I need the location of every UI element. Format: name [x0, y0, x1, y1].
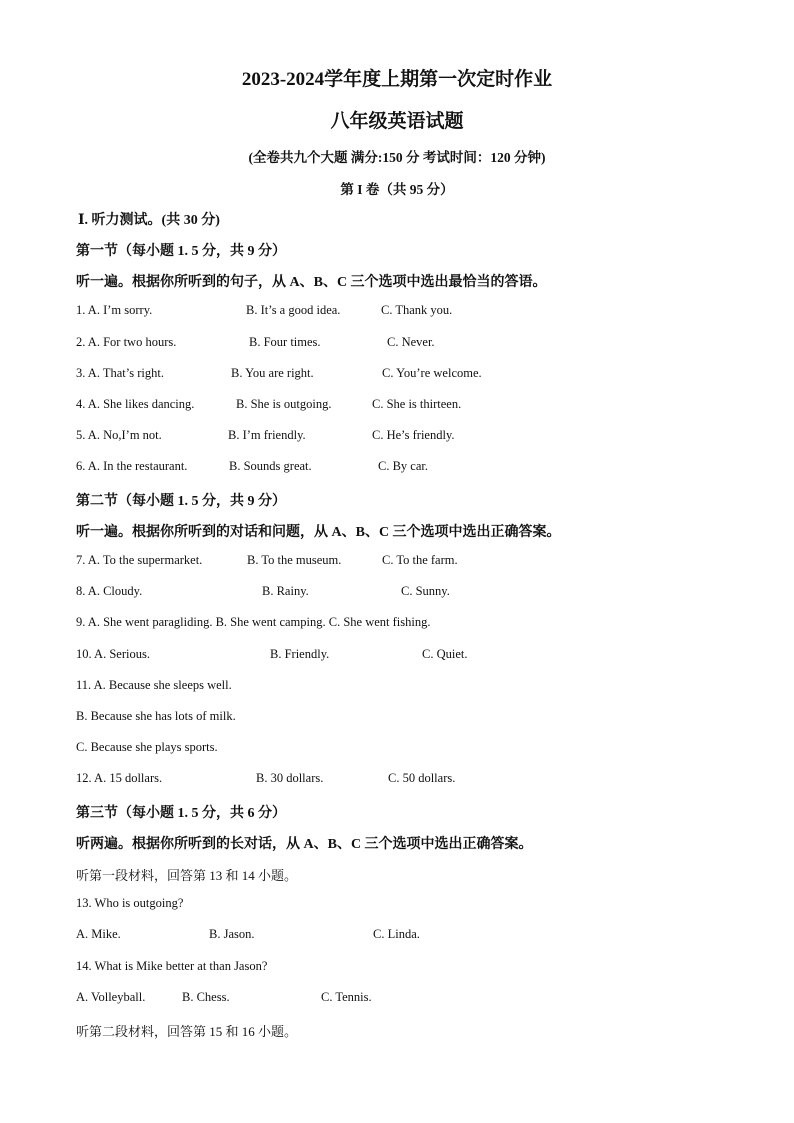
option-c: C. 50 dollars.: [388, 771, 456, 785]
part1-instruction: 听一遍。根据你所听到的句子，从 A、B、C 三个选项中选出最恰当的答语。: [76, 275, 547, 290]
question-11-a: 11. A. Because she sleeps well.: [76, 678, 232, 692]
option-c: C. He’s friendly.: [372, 428, 455, 442]
section1-heading: Ⅰ. 听力测试。(共 30 分): [78, 213, 220, 228]
question-14: 14. What is Mike better at than Jason?: [76, 959, 268, 973]
option-b: B. She is outgoing.: [236, 397, 332, 411]
option-a: 4. A. She likes dancing.: [76, 397, 195, 411]
option-a: 1. A. I’m sorry.: [76, 303, 153, 317]
volume-heading: 第 I 卷（共 95 分）: [340, 182, 454, 197]
question-9: 9. A. She went paragliding. B. She went camping. C. She went fishing.: [76, 615, 431, 629]
option-b: B. Rainy.: [262, 584, 309, 598]
exam-subtitle: 八年级英语试题: [330, 111, 464, 132]
option-b: B. To the museum.: [247, 553, 342, 567]
option-a: A. Mike.: [76, 927, 121, 941]
option-c: C. She is thirteen.: [372, 397, 462, 411]
option-a: 5. A. No,I’m not.: [76, 428, 162, 442]
part1-heading: 第一节（每小题 1. 5 分，共 9 分）: [76, 244, 286, 259]
option-b: B. Friendly.: [270, 647, 330, 661]
option-b: B. Sounds great.: [229, 459, 312, 473]
option-a: 3. A. That’s right.: [76, 366, 164, 380]
option-c: C. You’re welcome.: [382, 366, 482, 380]
part3-instruction: 听两遍。根据你所听到的长对话，从 A、B、C 三个选项中选出正确答案。: [76, 837, 533, 852]
exam-title: 2023-2024学年度上期第一次定时作业: [241, 69, 553, 90]
option-a: 7. A. To the supermarket.: [76, 553, 203, 567]
option-c: C. Tennis.: [321, 990, 372, 1004]
option-c: C. Never.: [387, 335, 435, 349]
option-a: 12. A. 15 dollars.: [76, 771, 163, 785]
option-a: 2. A. For two hours.: [76, 335, 177, 349]
option-c: C. Linda.: [373, 927, 420, 941]
part2-instruction: 听一遍。根据你所听到的对话和问题，从 A、B、C 三个选项中选出正确答案。: [76, 525, 561, 540]
material-2-note: 听第二段材料，回答第 15 和 16 小题。: [76, 1024, 298, 1039]
option-b: B. Four times.: [249, 335, 321, 349]
question-11-c: C. Because she plays sports.: [76, 740, 218, 754]
material-1-note: 听第一段材料，回答第 13 和 14 小题。: [76, 868, 298, 883]
option-b: B. It’s a good idea.: [246, 303, 341, 317]
option-b: B. I’m friendly.: [228, 428, 306, 442]
option-c: C. Thank you.: [381, 303, 453, 317]
option-b: B. Chess.: [182, 990, 230, 1004]
option-a: A. Volleyball.: [76, 990, 146, 1004]
option-b: B. 30 dollars.: [256, 771, 324, 785]
part3-heading: 第三节（每小题 1. 5 分，共 6 分）: [76, 806, 286, 821]
option-c: C. Quiet.: [422, 647, 468, 661]
option-c: C. By car.: [378, 459, 428, 473]
option-a: 10. A. Serious.: [76, 647, 150, 661]
option-b: B. You are right.: [231, 366, 314, 380]
exam-info: (全卷共九个大题 满分:150 分 考试时间：120 分钟): [248, 150, 546, 165]
option-a: 8. A. Cloudy.: [76, 584, 143, 598]
part2-heading: 第二节（每小题 1. 5 分，共 9 分）: [76, 494, 286, 509]
option-b: B. Jason.: [209, 927, 255, 941]
option-c: C. Sunny.: [401, 584, 450, 598]
question-11-b: B. Because she has lots of milk.: [76, 709, 236, 723]
option-a: 6. A. In the restaurant.: [76, 459, 188, 473]
option-c: C. To the farm.: [382, 553, 458, 567]
question-13: 13. Who is outgoing?: [76, 896, 184, 910]
